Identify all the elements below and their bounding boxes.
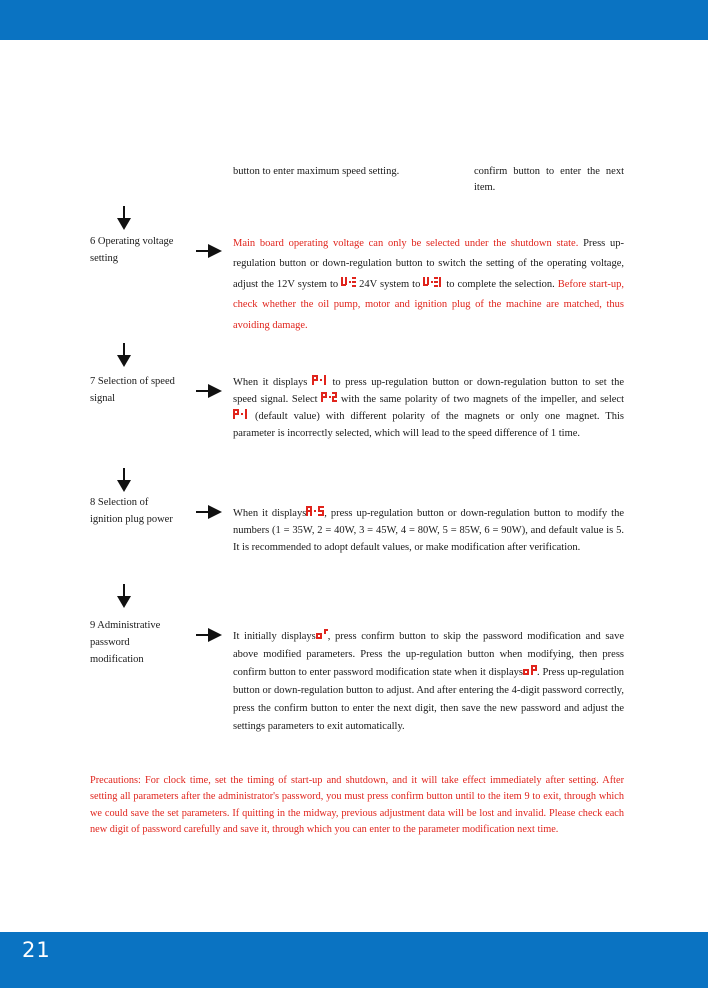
- step-8-body: When it displays , press up-regulation button or down-regulation button to modify the numbers (1 = 35W, 2 = 40W, 3 = 45W, 4 = 80W, 5 = 85W, 6 = 90W), and default value is 5. It is recommended to adopt default values, or make modification after verification.: [233, 508, 624, 553]
- top-right-text: confirm button to enter the next item.: [474, 166, 624, 193]
- precautions-note: Precautions: For clock time, set the timing of start-up and shutdown, and it will take effect immediately after setting. After setting all parameters after the administrator's password, you must press confirm button until to the item 9 to exit, through which we could save the set parameters. If quitting in the midway, previous adjustment data will be lost and invalid. Please check each new digit of password carefully and save it, through which you can enter to the parameter modification next time.: [90, 775, 624, 835]
- arrow-right-icon: [196, 505, 222, 519]
- step-7-body: When it displays to press up-regulation button or down-regulation button to set the speed signal. Select with the same polarity of two magnets of the impeller, and select (default value) with different polarity of the magnets or only one magnet. This parameter is incorrectly selected, which will lead to the speed difference of 1 time.: [233, 377, 624, 439]
- step-6-label: 6 Operating voltage setting: [90, 236, 174, 264]
- led-display-code-icon: [233, 409, 249, 419]
- arrow-down-icon: [117, 343, 131, 367]
- arrow-right-icon: [196, 244, 222, 258]
- header-bar: [0, 0, 708, 40]
- led-display-code-icon: [316, 629, 328, 639]
- top-left-text: button to enter maximum speed setting.: [233, 166, 400, 177]
- step-9-body: It initially displays , press confirm button to skip the password modification and save above modified parameters. Press the up-regulation button when modifying, then press confirm button to enter password modification state when it displays . Press up-regulation button or down-regulation button to adjust. And after entering the 4-digit password correctly, press the confirm button to enter the next digit, then save the new password and adjust the settings parameters to exit automatically.: [233, 631, 624, 733]
- led-display-code-icon: [523, 665, 537, 675]
- arrow-down-icon: [117, 206, 131, 230]
- led-display-code-icon: [423, 277, 443, 287]
- page-number: 21: [22, 938, 51, 962]
- led-display-code-icon: [312, 375, 328, 385]
- arrow-right-icon: [196, 384, 222, 398]
- step-9-label: 9 Administrative password modification: [90, 620, 161, 665]
- step-7-label: 7 Selection of speed signal: [90, 376, 175, 404]
- footer-bar: [0, 932, 708, 988]
- step-6-warning-1: Main board operating voltage can only be selected under the shutdown state.: [233, 238, 579, 249]
- step-6-body: Main board operating voltage can only be selected under the shutdown state. Press up-regulation button or down-regulation button to switch the setting of the operating voltage, adjust the 12V system to 24V system to to complete the selection. Before start-up, check whether the oil pump, motor and ignition plug of the machine are matched, thus avoiding damage.: [233, 238, 625, 331]
- arrow-down-icon: [117, 468, 131, 492]
- arrow-right-icon: [196, 628, 222, 642]
- led-display-code-icon: [341, 277, 356, 287]
- step-8-label: 8 Selection of ignition plug power: [90, 497, 173, 525]
- led-display-code-icon: [321, 392, 337, 402]
- led-display-code-icon: [306, 506, 324, 516]
- step-6-warning-2: Before start-up, check whether the oil pump, motor and ignition plug of the machine are matched, thus avoiding damage.: [233, 278, 625, 331]
- arrow-down-icon: [117, 584, 131, 608]
